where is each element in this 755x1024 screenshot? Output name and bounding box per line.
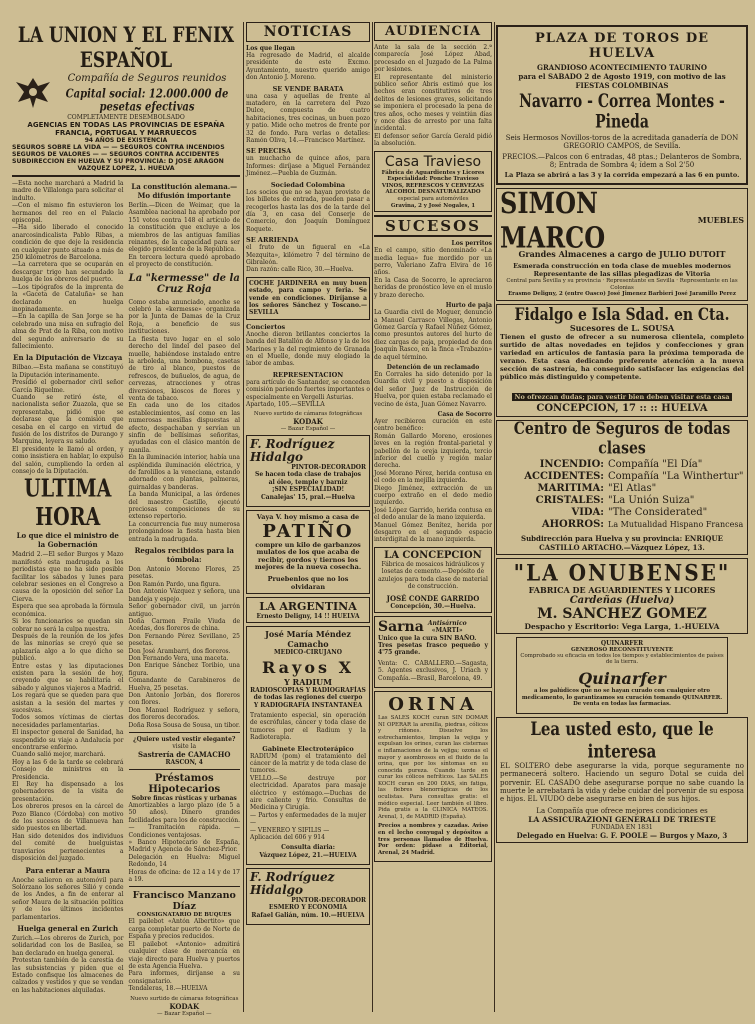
news-arrienda: el fruto de un figueral en «La Mezquita», kilómetro 7 del término de Gibraleón. Dan razón: calle Rico, 30.—Huelva. [246, 244, 370, 274]
news-paja: La Guardia civil de Moguer, denunció a Manuel Carrasco Villegas, Antonio Gómez García y Rafael Núñez Gómez, como presuntos autores del hurto de diez cargas de paja, propiedad de don Joaquín Rasco, en la finca «Trabazón» de aquel término. [374, 309, 492, 361]
centro-title: Centro de Seguros de todas clases [513, 419, 731, 458]
arrienda-heading: SE ARRIENDA [246, 236, 299, 245]
union-paises: FRANCIA, PORTUGAL Y MARRUECOS [55, 129, 197, 137]
simon-title: SIMON MARCO [500, 185, 606, 255]
onubense-line-a: FABRICA DE AGUARDIENTES Y LICORES [528, 584, 716, 595]
radium-text: RADIUM (pom) el tratamiento del cáncer de la matriz y de toda clase de tumores. VELLO.—Se destruye por electricidad. Aparatos para masaje eléctrico y estómago.—Duchas de aire caliente y frío. Consultas de Medicina y Cirugía. — Partos y enfermedades de la mujer — — VENEREO Y SIFILIS — Aplicación del 606 y 914 [250, 752, 366, 841]
union-fenix-ad [12, 23, 240, 172]
seg-ramo: CRISTALES: [535, 494, 604, 506]
eagle-emblem-icon [12, 72, 54, 112]
travieso-line-6: Gravina, 2 y José Nogales, 1 [390, 202, 476, 209]
seg-row [500, 483, 744, 495]
coche-ad: COCHE JARDINERA en muy buen estado, para campo y feria. Se vende en condiciones. Diríjanse a los señores Sánchez y Toscano.—SEVILLA [246, 277, 370, 320]
argentina-name: LA ARGENTINA [259, 599, 357, 613]
plaza-line-b: para el SABADO 2 de Agosto 1919, con motivo de las FIESTAS COLOMBINAS [518, 72, 726, 90]
rodriguez-2-text: ESMERO Y ECONOMIA Rafael Galián, núm. 10.—HUELVA [251, 904, 365, 919]
news-vizcaya: Bilbao.—Esta mañana se constituyó la Diputación interinamente. Presidió el gobernador civil señor García Riquelme. Cuando se retiró éste, el nacionalista señor Zuazola, que se representaba, pidió que se declarase que la comisión que cesaba en el cargo en virtud de fusión de los distritos de Durango y Marquina, leyera su saludo. El presidente le llamó al orden, y como insistiera en hablar, lo expulsó del salón, cumpliendo la orden al consejo de la Diputación. [12, 364, 124, 476]
rodriguez-1-text: Se hacen toda clase de trabajos al óleo, temple y barniz ¡SIN ESPECIALIDAD! Canalejas' 15, pral.—Huelva [254, 471, 362, 501]
camacho-ad [129, 736, 241, 766]
news-vende: una casa y aquellas de frente al matadero, en la carretera del Pozo Dulce, compuesta de cuatro habitaciones, tres cocinas, un buen pozo y patio. Mide ocho metros de frente por 32 de fondo. Para verlas o detalles: Ramón Oliva, 14.—Francisco Martínez. [246, 92, 370, 145]
seg-ramo: AHORROS: [541, 518, 604, 530]
column-noticias [246, 22, 370, 1012]
plaza-line-a: GRANDIOSO ACONTECIMIENTO TAURINO [537, 63, 707, 72]
news-socorro: Ayer recibieron curación en este centro benéfico: Román Gallardo Moreno, erosiones leves en la región frontal-parietal y pabellón de la oreja izquierda, tercio inferior del cuello y región malar derecha. José Morano Pérez, herida contusa en el codo en la mejilla izquierda. Diego Jiménez, extracción de un cuerpo extraño en el dedo medio izquierdo. José López Garrido, herida contusa en el dedo anular de la mano izquierda. Manuel Gómez Benítez, herida por desgarro en el segundo espacio interdigital de la mano izquierda. [374, 417, 492, 544]
camacho-line-1: ¿Quiere usted vestir elegante? [133, 736, 236, 743]
seg-compania: "La Unión Suiza" [608, 494, 695, 506]
travieso-line-2: Especialidad: Ponche Travieso [387, 176, 479, 183]
llegan-heading: Los que llegan [246, 45, 295, 52]
quinarfer-ad [516, 637, 728, 714]
news-constitucion: Berlín.—Dicen de Weimar, que la Asamblea nacional ha aprobado por 151 votos contra 148 el artículo de la constitución que excluye a los miembros de las antiguas familias reinantes, de la capacidad para ser elegido presidente de la República. En tercera lectura quedó aprobado el proyecto de constitución. [128, 202, 240, 269]
left-subcol-b [129, 180, 241, 1017]
noticias-heading: NOTICIAS [246, 22, 370, 42]
sarna-anti: Antisárnico [427, 619, 467, 627]
seg-row [500, 471, 744, 483]
seg-ramo: INCENDIO: [539, 458, 604, 470]
news-conciertos: Anoche dieron brillantes conciertos la banda del Batallón de Alfonso y la de los Marines y la del regimiento de Granada en el Muelle, donde muy elogiado la labor de ambas. [246, 330, 370, 368]
union-capital: Capital social: 12.000.000 de pesetas efectivas [65, 87, 229, 114]
kodak-ad-2 [129, 996, 241, 1017]
simon-line-b: Esmerada construcción en toda clase de muebles modernos [513, 262, 731, 270]
prestamos-heading: Préstamos Hipotecarios [148, 773, 221, 795]
news-precisa: un muchacho de quince años, para Informes: diríjase a Miguel Fernández Jiménez.—Puebla de Guzmán. [246, 155, 370, 178]
quinarfer-text-b: a los palúdicos que no se hayan curado con cualquier otro medicamento, lo garantizamos su curación tomando QUINARFER. De venta en todas las farmacias. [521, 687, 723, 708]
patino-text: compre un kilo de garbanzos mulatos de los que acaba de recibir, gordos y tiernos los mejores de la nueva cosecha. [254, 541, 362, 572]
fidalgo-text: Tienen el gusto de ofrecer a su numerosa clientela, completo surtido de altas novedades en tejidos y confecciones y gran variedad en artículos de fantasía para la próxima temporada de verano. Esta casa dedicando preferente atención a la nueva sección de sastrería, ha conseguido satisfacer las exigencias del público más distinguido y competente. [500, 332, 744, 381]
plaza-toreros: Navarro - Correa Montes - Pineda [519, 91, 725, 133]
ultima-hora-heading: ULTIMA HORA [24, 474, 112, 533]
left-two-columns [12, 180, 240, 1017]
manzano-heading: Francisco Manzano Díaz [132, 890, 236, 913]
simon-line-a: Grandes Almacenes a cargo de JULIO DUTOIT [518, 249, 726, 259]
fidalgo-sub: Sucesores de L. SOUSA [569, 322, 675, 333]
patino-ad [246, 510, 370, 594]
onubense-line-c: M. SANCHEZ GOMEZ [537, 605, 707, 622]
constitucion-heading: La constitución alemana.—Mo difusión importante [131, 182, 238, 200]
sarna-text: Unico que la cura SIN BAÑO. Tres pesetas frasco pequeño y 4'75 grande. [378, 634, 488, 657]
travieso-line-1: Fábrica de Aguardientes y Licores [381, 169, 485, 176]
patino-name: PATIÑO [262, 521, 354, 543]
seg-ramo: ACCIDENTES: [524, 470, 604, 482]
seg-row [500, 459, 744, 471]
fidalgo-slogan: No ofrezcan dudas; para vestir bien deben visitar esta casa [512, 393, 733, 401]
rodriguez-1-name: F. Rodríguez Hidalgo [250, 437, 335, 465]
quinarfer-sub: GENEROSO RECONSTITUYENTE [570, 646, 674, 653]
plaza-apertura: La Plaza se abrirá a las 3 y la corrida empezará a las 6 en punto. [504, 171, 740, 179]
left-subcol-a [12, 180, 124, 1017]
kodak-2-line-1: Nuevo surtido de cámaras fotográficas [130, 995, 239, 1002]
camacho-line-3: Sastrería de CAMACHO [138, 750, 231, 759]
lea-line-e: FUNDADA EN 1831 [591, 823, 653, 831]
camacho-line-2: visite la [172, 743, 197, 750]
union-seguros-2: SEGUROS DE VALORES — — SEGUROS CONTRA ACCIDENTES [12, 151, 220, 158]
travieso-ad [374, 151, 492, 213]
concepcion-ad [374, 547, 492, 613]
sarna-deposito: Venta: C. CABALLERO.—Sagasta, 5. Agentes exclusivos, J. Uriach y Compañía.—Brasil, Barcelona, 49. [378, 659, 488, 682]
concepcion-owner: JOSÉ CONDE GARRIDO [386, 593, 480, 603]
travieso-name: Casa Travieso [384, 153, 482, 170]
simon-line-c: Representante de las sillas plegadizas de Vitoria [533, 270, 711, 278]
news-perritos: En el campo, sitio denominado «La media legua» fue mordido por un perro, Valeriano Zafra Elvira de 16 años. En la Casa de Socorro, le apreciaron heridas de pronóstico leve en el muslo y brazo derecho. [374, 247, 492, 299]
concepcion-text: Fábrica de mosaicos hidráulicos y losetas de cemento.—Depósito de azulejos para toda clase de material de construcción. [378, 560, 488, 591]
news-reclamado: En Corrales ha sido detenido por la Guardia civil y puesto a disposición del señor Juez de Instrucción de Huelva, por quien estaba reclamado el vecino de ésta, Juan Gómez Navarro. [374, 370, 492, 408]
onubense-line-b: Cardeñas (Huelva) [569, 594, 675, 606]
union-years: 94 AÑOS DE EXISTENCIA [84, 137, 168, 144]
news-kermesse: Como estaba anunciado, anoche se celebró la «kermesse» organizada por la Junta de Damas de la Cruz Roja, a beneficio de sus instituciones. La fiesta tuvo lugar en el solo derecho del lindel del paseo del muelle, habiéndose instalado entre la arboleda, una bombona, casetas de tiro al blanco, puestos de refrescos, de buñuelos, de agua, de cervezas, atracciones y otras diversiones, kioscos de flores y venta de tabaco. En cada uno de los citados establecimientos, así como en las numerosas mesillas dispuestas al efecto, despachaban y servían un sinfín de bellísimas señoritas, ayudadas con el clásico mantón de manila. En la iluminación interior, había una espléndida iluminación eléctrica, y de farolillos a la veneciana, estando adornado con plantas, palmeras, guirnaldas y banderas. La banda Municipal, a las órdenes del maestro Castillo, ejecutó preciosas composiciones de su extenso repertorio. La concurrencia fue muy numerosa prolongándose la fiesta hasta bien entrada la madrugada. [128, 298, 240, 543]
rodriguez-hidalgo-ad-1 [246, 435, 370, 507]
regalos-heading: Regalos recibidos para la tómbola: [134, 546, 234, 565]
news-barcelona: —Esta noche marchará a Madrid la madre de Villalonga para solicitar el indulto. —Con el mismo fin estuvieron los hermanos del reo en el Palacio episcopal. —Ha sido liberado el conocido anarcosindicalista Pablo Ribas, a condición de que deje la residencia en cualquier punto situado a más de 250 kilómetros de Barcelona. —La carretera que se ocuparán en descargar trigo han secundado la huelga de los obreros del puerto. —Los tipógrafos de la imprenta de la «Gaceta de Cataluña» se han declarado en huelga inopinadamente. —En la capilla de San Jorge se ha celebrado una misa en sufragio del alma de Prat de la Riba, con motivo del segundo aniversario de su fallecimiento. [12, 180, 124, 350]
rodriguez-1-sub: PINTOR-DECORADOR [291, 464, 366, 472]
news-zurich: Zurich.—Los obreros de Zurich, por solidaridad con los de Basilea, se han declarado en huelga general. Protestan también de la carestía de las subsistencias y piden que el Estado confisque los almacenes de calzados y vestidos y que se vendan en las habitaciones alquiladas. [12, 934, 124, 994]
seg-row [500, 519, 744, 531]
seg-ramo: VIDA: [571, 506, 604, 518]
plaza-toros-ad [496, 25, 748, 185]
kodak-ad-1 [246, 411, 370, 432]
union-title: LA UNION Y EL FENIX ESPAÑOL [17, 23, 235, 73]
lea-line-c: La Compañía que ofrece mejores condiciones es [536, 806, 708, 815]
representacion-heading: REPRESENTACION [272, 370, 344, 379]
plaza-precios: PRECIOS.—Palcos con 6 entradas, 48 ptas.; Delanteros de Sombra, 8; Entrada de Sombra 4; ídem a Sol 2'50 [502, 153, 742, 169]
zurich-heading: Huelga general en Zurich [17, 923, 119, 933]
news-llegan: Ha regresado de Madrid, el alcalde presidente de este Excmo. Ayuntamiento, nuestro querido amigo don Antonio J. Moreno. [246, 52, 370, 82]
reclamado-heading: Detención de un reclamado [386, 363, 480, 371]
seg-compania: La Mutualidad Hispano Francesa [608, 519, 744, 529]
column-audiencia [374, 22, 492, 1012]
argentina-addr: Ernesto Deligny, 14 !! HUELVA [256, 612, 360, 620]
lea-title: Lea usted esto, que le interesa [530, 717, 714, 763]
lea-usted-ad [496, 717, 748, 843]
rodriguez-hidalgo-ad-2 [246, 868, 370, 925]
union-subtitle: Compañía de Seguros reunidos [67, 72, 227, 84]
seg-row [500, 507, 744, 519]
news-representacion: para artículo de Santander, se conceden comisión pariendo fuertes importantes o especialmente en Vergelli Asturias. Apartado, 105.—SEVILLA [246, 378, 370, 409]
travieso-line-4: ALCOHOL DESNATURALIZADO [385, 189, 481, 196]
travieso-line-3: VINOS, REFRESCOS Y CERVEZAS [381, 182, 485, 189]
lea-line-f: Delegado en Huelva: G. F. POOLE — Burgos y Mazo, 3 [516, 830, 728, 840]
simon-line-e: Erasmo Deligny, 2 (entre Oasco) José Jimenez Barbieri José Jaramillo Perez [508, 291, 736, 298]
kodak-1-line-1: Nuevo surtido de cámaras fotográficas [253, 411, 363, 418]
column-ads [496, 22, 748, 1012]
onubense-title: "LA ONUBENSE" [513, 559, 731, 586]
perritos-heading: Los perritos [451, 240, 492, 248]
gobernacion-heading: Lo que dice el ministro de la Gobernación [16, 531, 119, 550]
prestamos-text: Amortizables a largo plazo (de 5 a 50 años). Dinero grandes facilidades para los de construcción. — Tramitación rápida. — Condiciones ventajosas. » Banco Hipotecario de España, Madrid y Agencia de Sánchez-Prior. Delegación en Huelva: Miguel Redondo, 14 Horas de oficina: de 12 a 14 y de 17 a 19. [128, 802, 240, 884]
kodak-1-line-2: KODAK [293, 417, 323, 427]
mendez-name: José María Méndez Camacho [265, 628, 351, 649]
orina-ad [374, 691, 492, 862]
sarna-ad [374, 616, 492, 688]
kodak-2-line-3: — Bazar Español — [156, 1010, 212, 1017]
union-agencias: AGENCIAS EN TODAS LAS PROVINCIAS DE ESPAÑA [27, 121, 225, 129]
camacho-line-4: RASCON, 4 [165, 759, 203, 766]
quinarfer-small: QUINARFER [600, 639, 644, 647]
fidalgo-title: Fidalgo e Isla Sdad. en Cta. [514, 305, 730, 325]
vizcaya-heading: En la Diputación de Vizcaya [13, 353, 123, 363]
conciertos-heading: Conciertos [246, 322, 286, 331]
seg-compania: "El Atlas" [608, 482, 657, 494]
concepcion-addr: Concepción, 30.—Huelva. [390, 602, 476, 610]
rodriguez-2-sub: PINTOR-DECORADOR [291, 897, 366, 905]
onubense-ad [496, 558, 748, 634]
orina-end: Precios a nombres y cazadas. Aviso en el lecho conyugal y depósitos a tres personas llamados de Huelva. Por orden: pidase a Editorial, Arenal, 24 Madrid. [378, 823, 488, 856]
concepcion-name: LA CONCEPCION [384, 549, 482, 561]
audiencia-heading: AUDIENCIA [374, 22, 492, 41]
manzano-sub: CONSIGNATARIO DE BUQUES [137, 912, 232, 919]
union-desembolsado: COMPLETAMENTE DESEMBOLSADO [67, 114, 185, 121]
kodak-2-line-2: KODAK [169, 1001, 200, 1011]
news-maura: Anoche salieron en automóvil para Solórzano los señores Silió y conde de los Andes, a fin de enterar al señor Maura de la situación política y de los últimos incidentes parlamentarios. [12, 876, 124, 921]
plaza-title: PLAZA DE TOROS DE HUELVA [534, 31, 710, 61]
onubense-line-d: Despacho y Escritorio: Vega Larga, 1.-HUELVA [524, 621, 720, 631]
sucesos-heading: SUCESOS [374, 215, 492, 237]
colombina-heading: Sociedad Colombina [270, 180, 346, 189]
sarna-marti: «MARTI» [431, 626, 463, 634]
seg-row [500, 495, 744, 507]
maura-heading: Para enterar a Maura [25, 865, 110, 875]
precisa-heading: SE PRECISA [246, 147, 292, 156]
news-colombina: Los socios que no se hayan provisto de los billetes de entrada, pueden pasar a recogerlos hasta las dos de la tarde del día 3, en casa del Conserje de Comercio, don Joaquín Domínguez Roquete. [246, 188, 370, 233]
radium-consulta: Consulta diaria: Vázquez López, 21.—HUELVA [259, 844, 357, 859]
socorro-heading: Casa de Socorro [437, 410, 492, 418]
news-gobernacion: Madrid 2.—El señor Burgos y Mazo manifestó esta madrugada a los periodistas que no ha sido posible facilitar los sábados y lunes para celebrar sesiones en el Congreso a causa de la oposición del señor La Cierva. Espera que sea aprobada la fórmula económica. Si los funcionarios se quedan sin cobrar no será la culpa nuestra. Después de la reunión de los jefes de las minorías se creyó que se aplazaría algo a lo que dicho se publicó. Entre estas y las diputaciones existen para la sesión de hoy, creyendo que se habilitaría el sábado y algunos viajeros a Madrid. Los regará que se queden para que asistan a la sesión del martes y sucesivas. Todos somos víctimas de ciertas necesidades parlamentarias. El inspector general de Sanidad, ha suspendido su viaje a Andalucía por encontrarse enfermo. Cuando salió mejor, marchará. Hoy a las 6 de la tarde se celebrará Consejo de ministros en la Presidencia. El Rey ha dispensado a los gobernadores de la visita de presentación. Los obreros presos en la cárcel de Pozo Blanco (Córdoba) con motivo de los sucesos de Villanueva han sido puestos en libertad. Han sido detenidos dos individuos del comité de huelguistas tranviarios pertenecientes a disposición del juzgado. [12, 551, 124, 863]
orina-title: ORINA [388, 693, 478, 715]
rayos-gabinete: Gabinete Electroterápico [262, 744, 354, 753]
travieso-line-5: especial para automóviles [397, 196, 469, 203]
vende-heading: SE VENDE BARATA [272, 84, 344, 93]
seg-compania: Compañía "El Día" [608, 458, 703, 470]
sarna-title: Sarna [378, 618, 424, 635]
simon-muebles: MUEBLES [697, 215, 744, 225]
prestamos-sub: Sobre fincas rústicas y urbanas [131, 795, 237, 802]
fidalgo-ad [496, 304, 748, 417]
column-left [12, 22, 241, 1017]
mendez-camacho-ad [246, 626, 370, 866]
kermesse-heading: La "kermesse" de la Cruz Roja [128, 272, 240, 295]
union-seguros-4: VAZQUEZ LOPEZ, 1. HUELVA [77, 165, 175, 172]
kodak-1-line-3: — Bazar Español — [280, 426, 336, 433]
seg-ramo: MARITIMA: [537, 482, 604, 494]
lea-line-d: LA ASSICURAZIONI GENERALI DE TRIESTE [528, 814, 716, 824]
quinarfer-logo: Quinarfer [578, 668, 666, 688]
manzano-ad [129, 890, 241, 992]
seg-compania: Compañía "La Winthertur" [608, 470, 744, 482]
news-audiencia: Ante la sala de la sección 2.ª comparecía José López Abad, procesado en el Juzgado de La Palma por lesiones. El representante del ministerio público señor Abris estimó que los hechos eran constitutivos de tres delitos de lesiones graves, solicitando se imponiera el procesado la pena de tres años, ocho meses y veintiún días y once días de arresto por una falta incidental. El defensor señor García Gerald pidió la absolución. [374, 44, 492, 148]
rodriguez-2-name: F. Rodríguez Hidalgo [250, 870, 335, 898]
patino-slogan: Pruebenlos que no los olvidaran [267, 574, 349, 591]
centro-seguros-ad [496, 420, 748, 555]
argentina-ad [246, 597, 370, 623]
simon-line-d: Central para Sevilla y su provincia · Representante en Sevilla · Representante en las Colonias [506, 278, 738, 291]
lea-text: EL SOLTERO debe asegurarse la vida, porque seguramente no permanecerá soltero. Haciendo un seguro Dotal se cuida del porvenir. EL CASADO debe asegurarse porque no sabe cuando la muerte le arrebatará la vida y debe cuidar del porvenir de su esposa e hijos. EL VIUDO debe asegurarse en bien de sus hijos. [500, 761, 744, 804]
union-seguros-1: SEGUROS SOBRE LA VIDA — — SEGUROS CONTRA INCENDIOS [12, 144, 225, 151]
manzano-text: El pailebot «Antón Albertito» que carga completar puerto de Norte de España y precios reducidos. El pailebot «Antonio» admitirá cualquier clase de mercancía en viaje directo para Huelva y puertos de esta Agencia Huelva. Para informes, diríjanse a su consignatario. Tendaleras, 18.—HUELVA [128, 918, 240, 993]
news-regalos: Don Antonio Moreno Flores, 25 pesetas. Don Ramón Pardo, una figura. Don Antonio Vázquez y señora, una bandeja y espejo. Señor gobernador civil, un jarrón antiguo. Doña Carmen Fraile Viuda de Acedas, dos floreros de china. Don Fernando Pérez Sevillano, 25 pesetas. Don José Arambarri, dos floreros. Don Fernando Vera, una maceta. Don Enrique Sánchez Toribio, una figura. Comandante de Carabineros de Huelva, 25 pesetas. Don Antonio Jorbán, dos floreros con flores. Don Manuel Rodríguez y señora, dos floreros decorados. Doña Rosa Sousa de Sousa, un tibor. [128, 566, 241, 729]
quinarfer-text-a: Comprobado su eficacia en todos los tiempos y establecimientos de países de la tierra. [520, 652, 724, 666]
orina-text: Las SALES KOCH curan SIN DOMAR NI OPERAR la arenilla, piedras, cólicos y riñones. Disuelve los estrechamientos, limpian la vejiga y expulsan los orines, curan las cisternas e inflamaciones de la vejiga; ozonas el mayor y asombrosos en el fluido de la orina, que por los síntomas en su conocida pureza. Cuando tarde en curar los cólicos nefríticos. Las SALES KOCH curan en 200 DIAS, sin fatiga, las fiebres blenorrágicas de los oculistas. Para consultas gratis: el médico especial. Leer también el libro. Pida gratis a la CLINICA MATEOS. Arenal, 1, de MADRID (España). [378, 714, 488, 820]
rayos-sub: Y RADIUM [284, 676, 332, 687]
mendez-sub: MEDICO-CIRUJANO [274, 648, 342, 656]
rayos-tratamiento: Tratamiento especial, sin operación de escrófulas, cáncer y toda clase de tumores por el Radium y la Radioterapia. [250, 711, 366, 742]
paja-heading: Hurto de paja [445, 302, 492, 310]
fidalgo-addr: CONCEPCION, 17 :: :: HUELVA [536, 402, 708, 414]
plaza-line-c: Seis Hermosos Novillos-toros de la acreditada ganadería de DON GREGORIO CAMPOS, de Sevilla. [505, 134, 739, 150]
rayos-text: RADIOSCOPIAS Y RADIOGRAFÍAS de todas las regiones del cuerpo Y RADIOGRAFIA INSTANTANEA [250, 686, 366, 709]
patino-line-1: Vaya V. hoy mismo a casa de [256, 513, 360, 522]
prestamos-ad [129, 773, 241, 883]
simon-marco-ad [496, 185, 748, 301]
rayos-title: Rayos X [262, 657, 354, 677]
centro-sub: Subdirección para Huelva y su provincia: ENRIQUE CASTILLO ARTACHO.—Vázquez López, 13. [521, 533, 723, 552]
seg-compania: "The Considerated" [608, 506, 708, 518]
union-seguros-3: SUBDIRECCION EN HUELVA Y SU PROVINCIA: D JOSE ARAGON [12, 158, 224, 165]
